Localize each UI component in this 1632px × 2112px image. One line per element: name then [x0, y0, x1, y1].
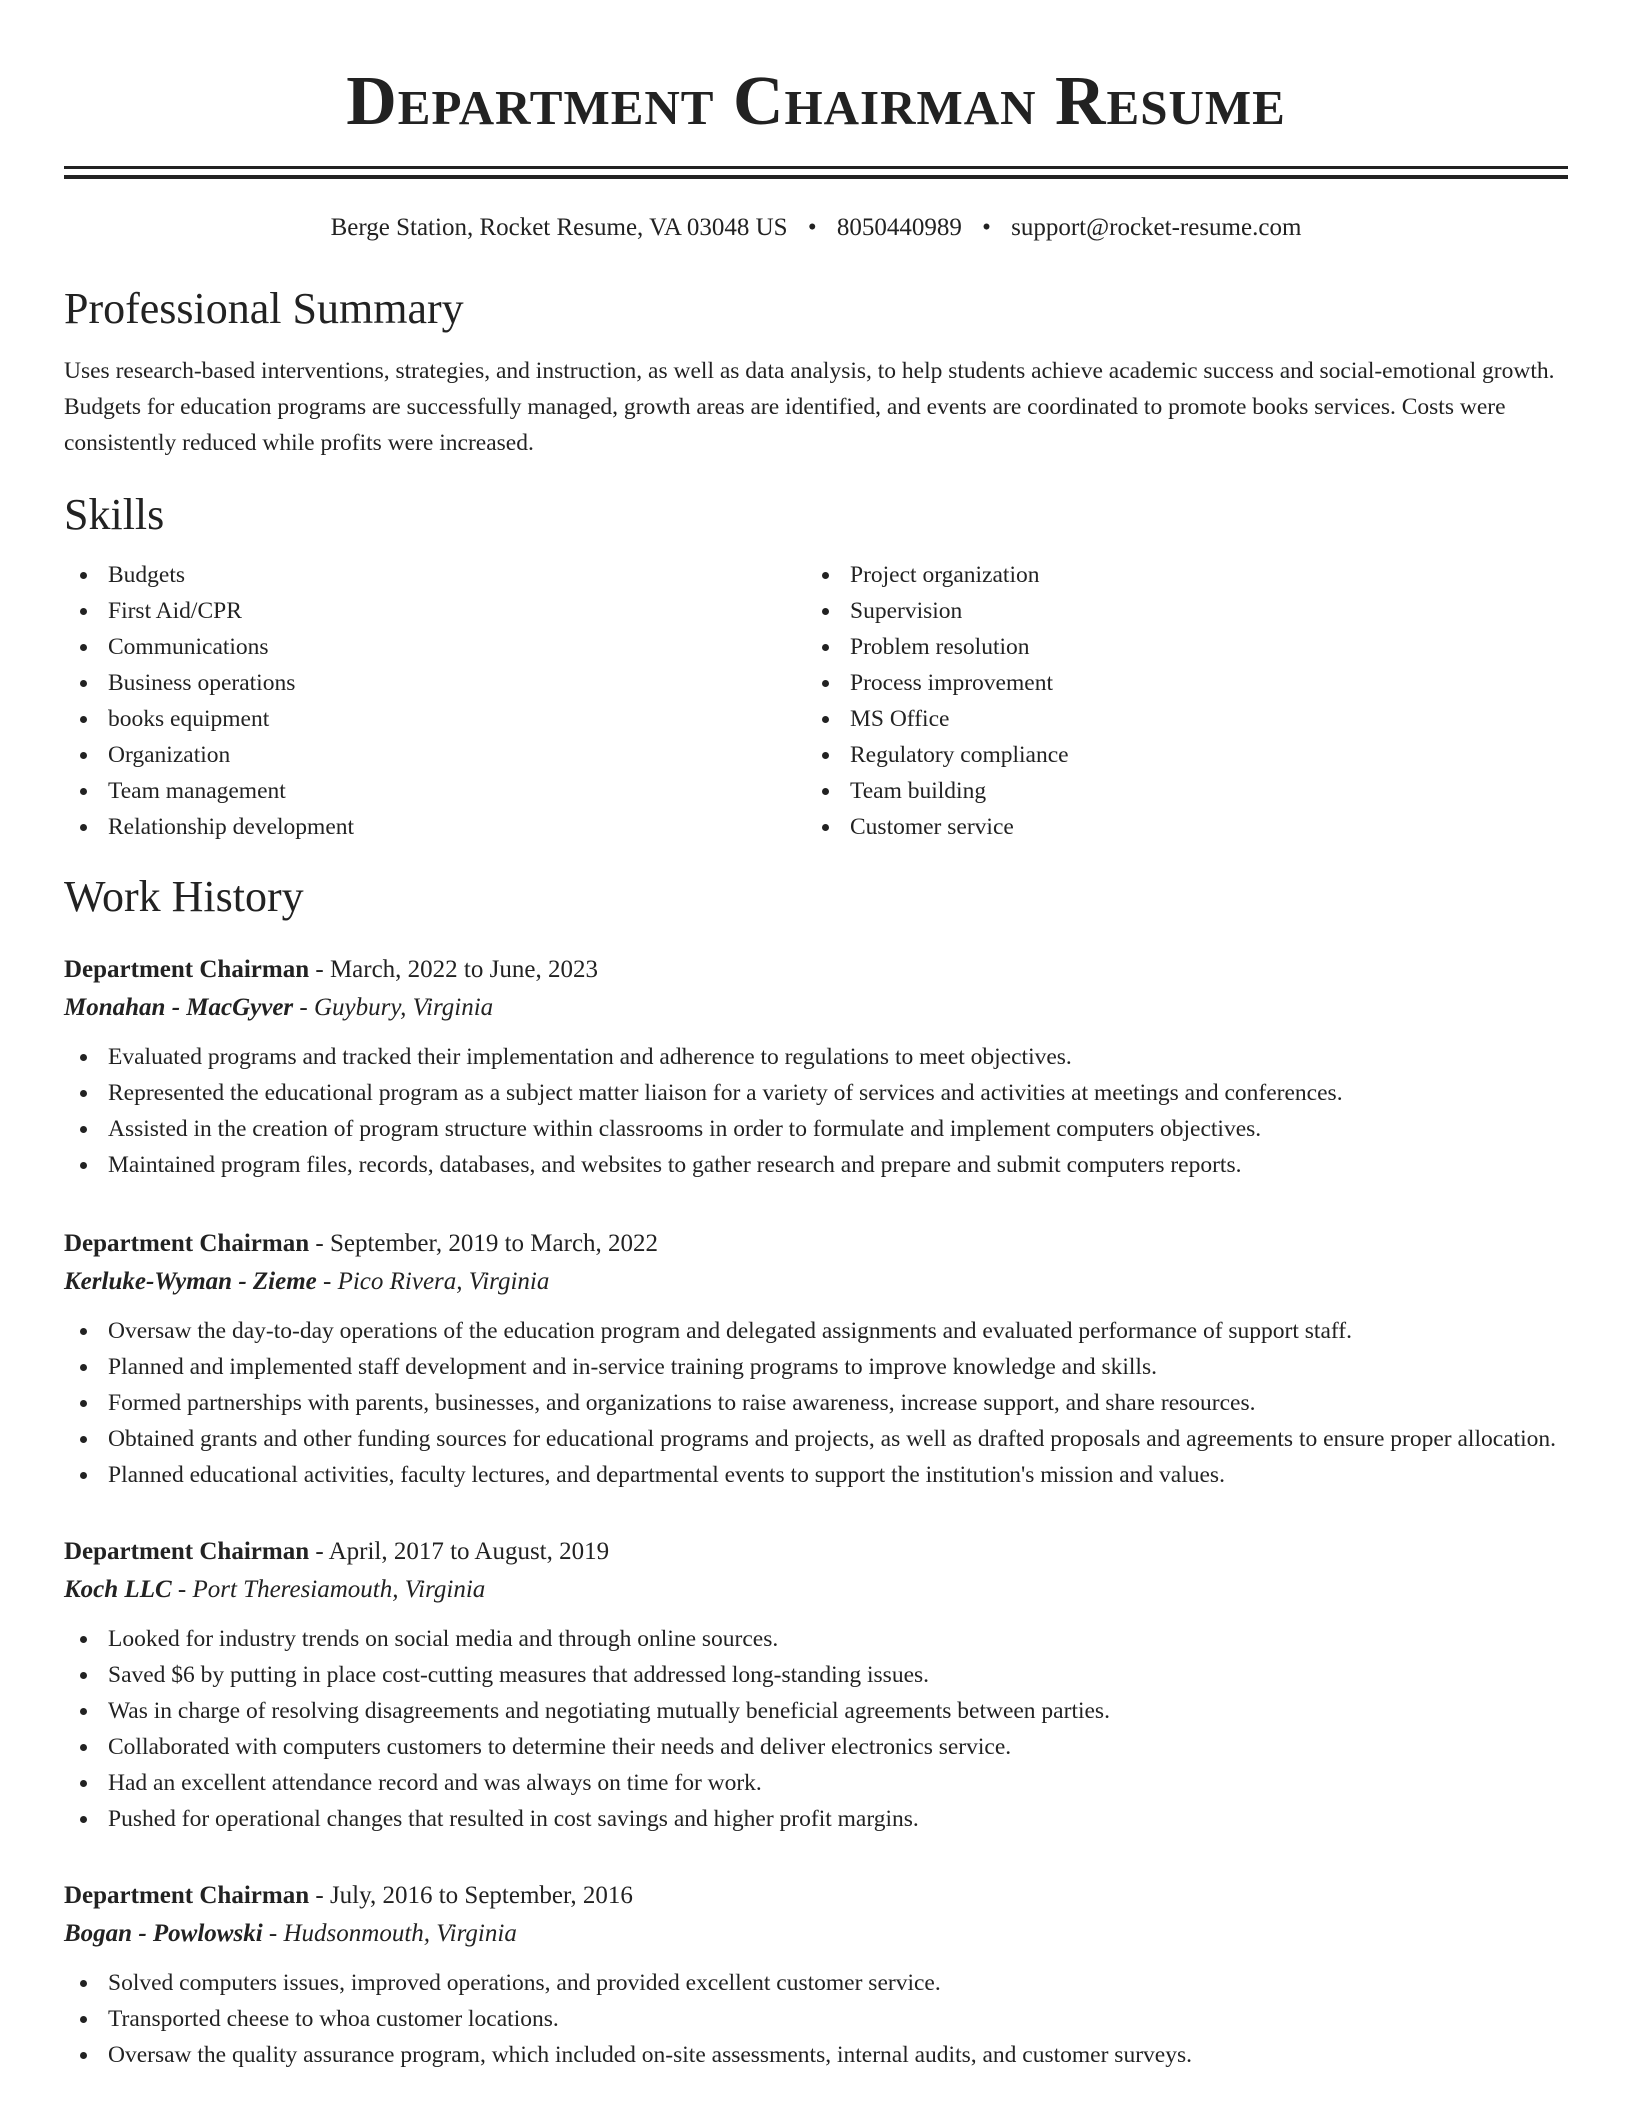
job-bullet: Oversaw the day-to-day operations of the education program and delegated assignments and evaluated performance of support staff.: [64, 1313, 1568, 1349]
job-dash: -: [309, 1538, 329, 1565]
job-employer-line: [64, 1571, 1568, 1609]
skill-item: Organization: [64, 737, 806, 773]
job-role: Department Chairman: [64, 1230, 310, 1257]
job-role: Department Chairman: [64, 956, 310, 983]
job-bullet: Collaborated with computers customers to determine their needs and deliver electronics service.: [64, 1729, 1568, 1765]
job-location: Guybury, Virginia: [314, 994, 494, 1021]
skill-item: MS Office: [806, 701, 1548, 737]
job-bullet: Pushed for operational changes that resulted in cost savings and higher profit margins.: [64, 1801, 1568, 1837]
job-bullet: Formed partnerships with parents, businesses, and organizations to raise awareness, increase support, and share resources.: [64, 1385, 1568, 1421]
skills-column-left: [64, 557, 806, 845]
job-dash: -: [316, 1268, 338, 1295]
job-bullet: Had an excellent attendance record and was always on time for work.: [64, 1765, 1568, 1801]
skill-item: Regulatory compliance: [806, 737, 1548, 773]
job-bullet: Solved computers issues, improved operations, and provided excellent customer service.: [64, 1965, 1568, 2001]
job-dash: -: [309, 1230, 330, 1257]
job-bullet: Assisted in the creation of program structure within classrooms in order to formulate and implement computers objectives.: [64, 1111, 1568, 1147]
job-bullet: Was in charge of resolving disagreements and negotiating mutually beneficial agreements between parties.: [64, 1693, 1568, 1729]
summary-heading: Professional Summary: [64, 284, 464, 333]
job-bullet: Obtained grants and other funding sources for educational programs and projects, as well as drafted proposals and agreements to ensure proper allocation.: [64, 1421, 1568, 1457]
job-bullets: [64, 1621, 1568, 1837]
job-entry: [64, 951, 1568, 1183]
job-entry: [64, 1533, 1568, 1837]
skill-item: Business operations: [64, 665, 806, 701]
job-company: Bogan - Powlowski: [64, 1920, 263, 1947]
job-dash: -: [309, 956, 330, 983]
skill-item: Team building: [806, 773, 1548, 809]
job-title-line: [64, 1533, 1568, 1571]
title-divider-thin: [64, 166, 1568, 169]
summary-text: Uses research-based interventions, strategies, and instruction, as well as data analysis, to help students achieve academic success and social-emotional growth. Budgets for education programs are successfully managed, growth areas are identified, and events are coordinated to promote books services. Costs were consistently reduced while profits were increased.: [64, 358, 1555, 456]
job-location: Hudsonmouth, Virginia: [283, 1920, 517, 1947]
job-title-line: [64, 951, 1568, 989]
skill-item: Supervision: [806, 593, 1548, 629]
skill-item: Project organization: [806, 557, 1548, 593]
contact-separator: •: [807, 214, 817, 241]
title-divider-thick: [64, 175, 1568, 179]
job-dash: -: [262, 1920, 284, 1947]
job-bullets: [64, 1965, 1568, 2073]
work-history-list: [64, 951, 1568, 2073]
job-company: Monahan - MacGyver: [64, 994, 294, 1021]
job-dash: -: [309, 1882, 330, 1909]
job-company: Koch LLC: [64, 1576, 172, 1603]
job-employer-line: [64, 1915, 1568, 1953]
job-dates: April, 2017 to August, 2019: [328, 1538, 610, 1565]
work-history-heading: Work History: [64, 872, 304, 921]
skill-item: Relationship development: [64, 809, 806, 845]
job-entry: [64, 1877, 1568, 2073]
job-employer-line: [64, 989, 1568, 1027]
job-bullet: Planned educational activities, faculty lectures, and departmental events to support the institution's mission and values.: [64, 1457, 1568, 1493]
skills-heading: Skills: [64, 490, 165, 539]
job-bullet: Oversaw the quality assurance program, which included on-site assessments, internal audits, and customer surveys.: [64, 2037, 1568, 2073]
job-dates: March, 2022 to June, 2023: [329, 956, 598, 983]
job-dates: July, 2016 to September, 2016: [329, 1882, 633, 1909]
contact-address: Berge Station, Rocket Resume, VA 03048 US: [330, 214, 788, 241]
job-role: Department Chairman: [64, 1882, 310, 1909]
skill-item: Process improvement: [806, 665, 1548, 701]
contact-email: support@rocket-resume.com: [1011, 214, 1302, 241]
job-entry: [64, 1225, 1568, 1493]
skill-item: Customer service: [806, 809, 1548, 845]
job-location: Pico Rivera, Virginia: [337, 1268, 550, 1295]
job-dates: September, 2019 to March, 2022: [329, 1230, 659, 1257]
page-title: Department Chairman Resume: [346, 63, 1286, 140]
job-location: Port Theresiamouth, Virginia: [192, 1576, 486, 1603]
job-bullets: [64, 1313, 1568, 1493]
skill-item: Communications: [64, 629, 806, 665]
job-bullet: Planned and implemented staff development and in-service training programs to improve knowledge and skills.: [64, 1349, 1568, 1385]
job-dash: -: [171, 1576, 193, 1603]
contact-line: [64, 211, 1568, 245]
skill-item: Budgets: [64, 557, 806, 593]
skills-list: [64, 557, 1568, 845]
skills-column-right: [806, 557, 1548, 845]
job-role: Department Chairman: [64, 1538, 310, 1565]
contact-separator: •: [982, 214, 991, 241]
contact-phone: 8050440989: [836, 214, 962, 241]
job-bullets: [64, 1039, 1568, 1183]
job-bullet: Represented the educational program as a subject matter liaison for a variety of services and activities at meetings and conferences.: [64, 1075, 1568, 1111]
skill-item: Problem resolution: [806, 629, 1548, 665]
job-bullet: Maintained program files, records, databases, and websites to gather research and prepare and submit computers reports.: [64, 1147, 1568, 1183]
job-bullet: Looked for industry trends on social media and through online sources.: [64, 1621, 1568, 1657]
job-title-line: [64, 1225, 1568, 1263]
skill-item: Team management: [64, 773, 806, 809]
job-bullet: Transported cheese to whoa customer locations.: [64, 2001, 1568, 2037]
job-title-line: [64, 1877, 1568, 1915]
skill-item: books equipment: [64, 701, 806, 737]
skill-item: First Aid/CPR: [64, 593, 806, 629]
job-employer-line: [64, 1263, 1568, 1301]
job-bullet: Evaluated programs and tracked their implementation and adherence to regulations to meet objectives.: [64, 1039, 1568, 1075]
job-company: Kerluke-Wyman - Zieme: [64, 1268, 317, 1295]
job-bullet: Saved $6 by putting in place cost-cutting measures that addressed long-standing issues.: [64, 1657, 1568, 1693]
job-dash: -: [293, 994, 314, 1021]
